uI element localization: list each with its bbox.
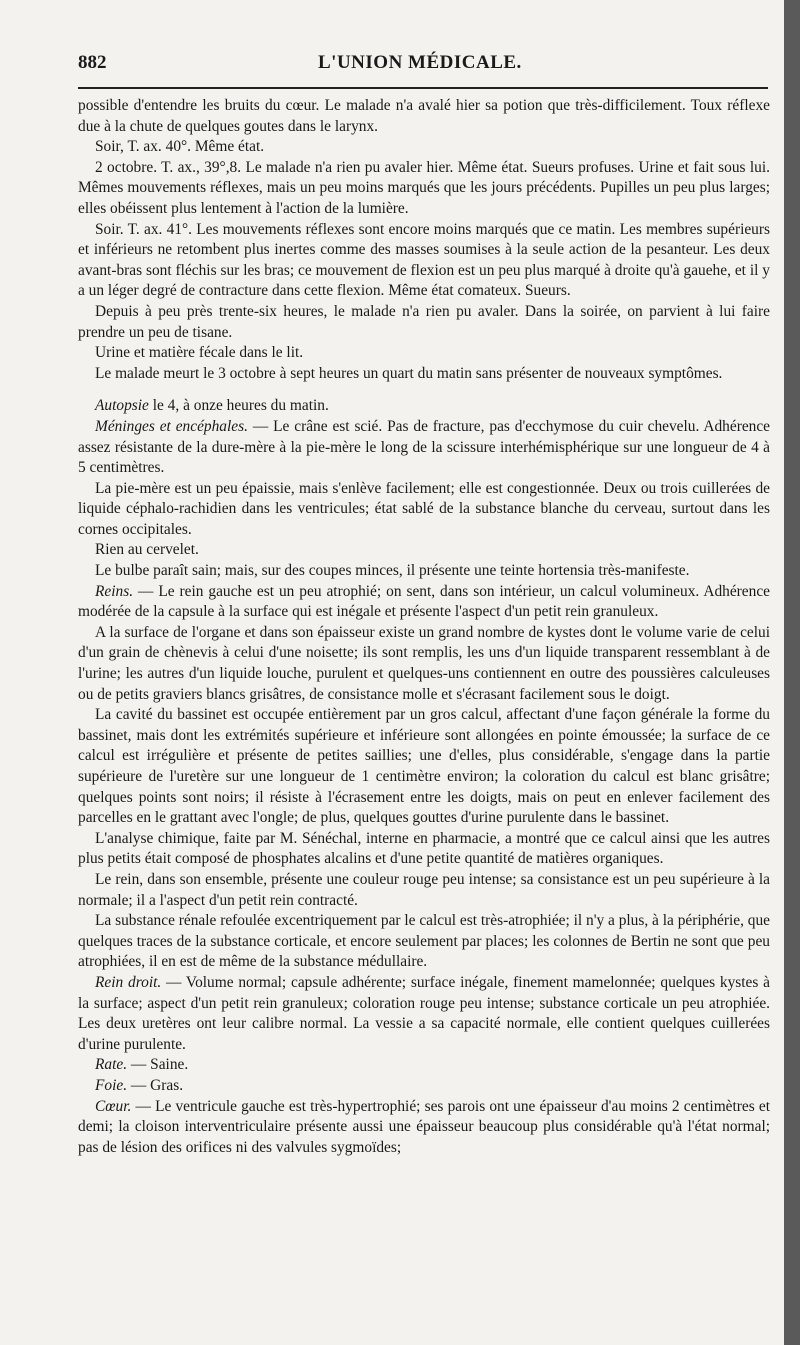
paragraph: possible d'entendre les bruits du cœur. Le malade n'a avalé hier sa potion que très-difficilement. Toux réflexe due à la chute de quelques goutes dans le larynx. (78, 97, 770, 135)
section-rate: Rate. — Saine. (95, 1056, 189, 1074)
section-lead: Méninges et encéphales. (95, 417, 248, 435)
section-lead: Reins. (95, 582, 134, 600)
paragraph: Le malade meurt le 3 octobre à sept heures un quart du matin sans présenter de nouveaux symptômes. (95, 364, 723, 382)
paragraph: Soir, T. ax. 40°. Même état. (95, 138, 265, 156)
paragraph: A la surface de l'organe et dans son épaisseur existe un grand nombre de kystes dont le volume varie de celui d'un grain de chènevis à celui d'une noisette; ils sont remplis, les uns d'un liquide transparent ressemblant à de l'urine; les autres d'un liquide louche, purulent et quelques-uns contiennent en outre des poussières calculeuses ou de petits graviers blancs grisâtres, de consistance molle et s'écrasant facilement sous le doigt. (78, 623, 770, 703)
section-lead: Rate. (95, 1056, 128, 1074)
section-lead: Foie. (95, 1076, 128, 1094)
page-number: 882 (78, 52, 107, 73)
paragraph: Soir. T. ax. 41°. Les mouvements réflexes sont encore moins marqués que ce matin. Les membres supérieurs et inférieurs ne retombent plus inertes comme des masses soumises à la seule action de la pesanteur. Les deux avant-bras sont fléchis sur les bras; ce mouvement de flexion est un peu plus marqué à droite qu'à gauehe, et il y a un léger degré de contracture dans cette flexion. Même état comateux. Sueurs. (78, 220, 770, 300)
paragraph: Urine et matière fécale dans le lit. (95, 344, 304, 362)
section-rein-droit: Rein droit. — Volume normal; capsule adhérente; surface inégale, finement mamelonnée; quelques kystes à la surface; aspect d'un petit rein granuleux; coloration rouge peu intense; substance corticale un peu atrophiée. Les deux uretères ont leur calibre normal. La vessie a sa capacité normale, elle contient quelques cuillerées d'urine purulente. (78, 973, 770, 1053)
page-header (78, 52, 768, 82)
paragraph: 2 octobre. T. ax., 39°,8. Le malade n'a rien pu avaler hier. Même état. Sueurs profuses. Urine et fait sous lui. Mêmes mouvements réflexes, mais un peu moins marqués que les jours précédents. Pupilles un peu plus larges; elles obéissent plus lentement à l'action de la lumière. (78, 158, 770, 217)
section-reins: Reins. — Le rein gauche est un peu atrophié; on sent, dans son intérieur, un calcul volumineux. Adhérence modérée de la capsule à la surface qui est inégale et présente l'aspect d'un petit rein granuleux. (78, 582, 770, 621)
paragraph: Depuis à peu près trente-six heures, le malade n'a rien pu avaler. Dans la soirée, on parvient à lui faire prendre un peu de tisane. (78, 302, 770, 341)
section-lead: Autopsie (95, 397, 149, 415)
paragraph: Rien au cervelet. (95, 541, 199, 559)
section-lead: Rein droit. (95, 973, 162, 991)
paragraph: La pie-mère est un peu épaissie, mais s'enlève facilement; elle est congestionnée. Deux ou trois cuillerées de liquide céphalo-rachidien dans les ventricules; état sablé de la substance blanche du cerveau, surtout dans les cornes occipitales. (78, 479, 770, 538)
section-lead: Cœur. (95, 1097, 132, 1115)
paragraph: Le bulbe paraît sain; mais, sur des coupes minces, il présente une teinte hortensia très-manifeste. (95, 562, 690, 580)
paragraph: Le rein, dans son ensemble, présente une couleur rouge peu intense; sa consistance est un peu supérieure à la normale; il a l'aspect d'un petit rein contracté. (78, 870, 770, 909)
section-coeur: Cœur. — Le ventricule gauche est très-hypertrophié; ses parois ont une épaisseur d'au moins 2 centimètres et demi; la cloison interventriculaire présente aussi une épaisseur beaucoup plus considérable qu'à l'état normal; pas de lésion des orifices ni des valvules sygmoïdes; (78, 1097, 770, 1156)
page-edge-shadow (784, 0, 800, 1345)
paragraph: La cavité du bassinet est occupée entièrement par un gros calcul, affectant d'une façon générale la forme du bassinet, mais dont les extrémités supérieure et inférieure sont allongées en pointe émoussée; la surface de ce calcul est irrégulière et présente de petites saillies; une d'elles, plus considérable, s'engage dans la partie supérieure de l'uretère sur une longueur de 1 centimètre environ; la coloration du calcul est blanc grisâtre; quelques points sont noirs; il résiste à l'écrasement entre les doigts, mais on peut en enlever facilement des parcelles en le grattant avec l'ongle; de plus, quelques gouttes d'urine purulente dans le bassinet. (78, 706, 770, 827)
paragraph: La substance rénale refoulée excentriquement par le calcul est très-atrophiée; il n'y a plus, à la périphérie, que quelques traces de la substance corticale, et encore seulement par places; les colonnes de Bertin ne sont que peu atrophiées, il en est de même de la substance médullaire. (78, 912, 770, 971)
article-body (78, 96, 770, 1158)
section-autopsie: Autopsie le 4, à onze heures du matin. (95, 397, 329, 415)
header-rule (78, 87, 768, 89)
running-head-title: L'UNION MÉDICALE. (318, 52, 522, 73)
paragraph: L'analyse chimique, faite par M. Sénéchal, interne en pharmacie, a montré que ce calcul ainsi que les autres plus petits était composé de phosphates alcalins et d'une petite quantité de matières organiques. (78, 829, 770, 868)
section-meninges: Méninges et encéphales. — Le crâne est scié. Pas de fracture, pas d'ecchymose du cuir chevelu. Adhérence assez résistante de la dure-mère à la pie-mère le long de la scissure interhémisphérique sur une longueur de 4 à 5 centimètres. (78, 417, 771, 477)
section-foie: Foie. — Gras. (95, 1076, 184, 1094)
